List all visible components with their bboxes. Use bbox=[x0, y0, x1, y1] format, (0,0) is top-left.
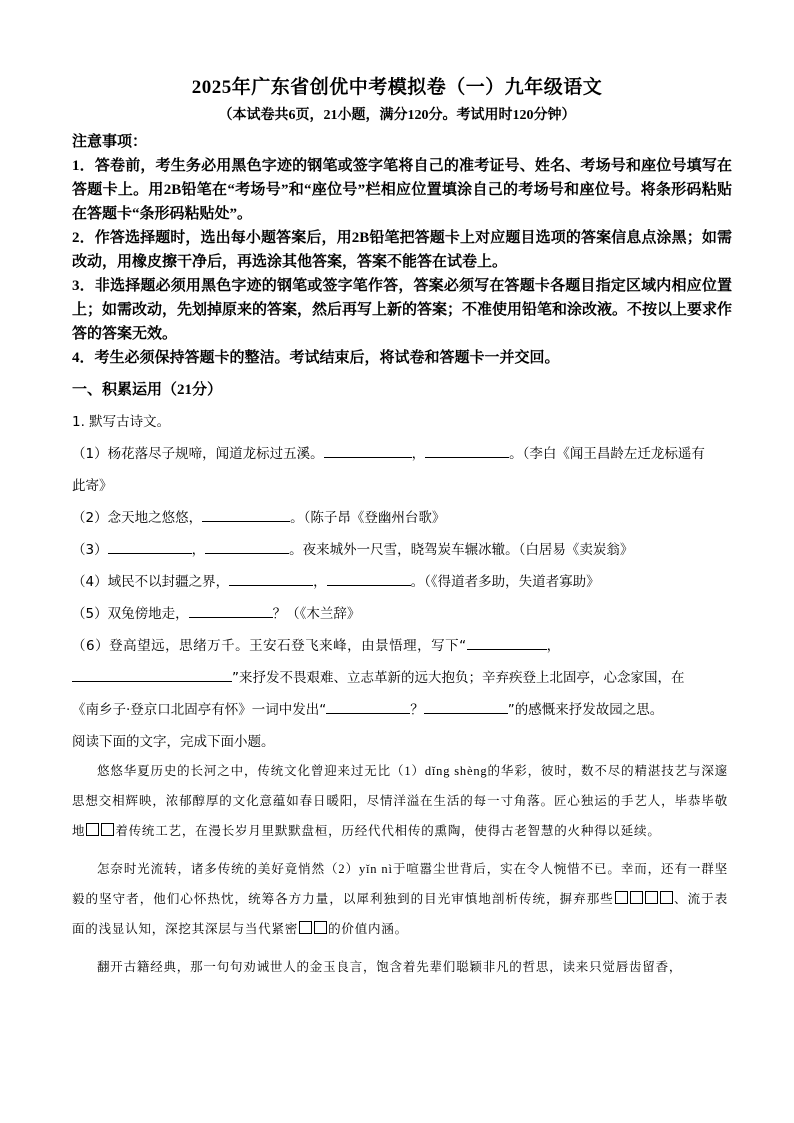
question-1-item-3 bbox=[72, 534, 728, 566]
answer-blank bbox=[108, 539, 192, 554]
missing-char-box bbox=[314, 921, 327, 934]
notice-item-2: 2．作答选择题时，选出每小题答案后，用2B铅笔把答题卡上对应题目选项的答案信息点涂黑；如需改动，用橡皮擦干净后，再选涂其他答案，答案不能答在试卷上。 bbox=[72, 230, 732, 270]
item-2-text: （2）念天地之悠悠， bbox=[72, 510, 203, 526]
item-6-sep: ， bbox=[546, 638, 561, 654]
notice-heading: 注意事项： bbox=[72, 134, 148, 150]
answer-blank bbox=[189, 603, 273, 618]
paragraph-2-text-3: 的价值内涵。 bbox=[328, 922, 408, 936]
missing-char-box bbox=[86, 823, 99, 836]
item-6-text-4: ”的感慨来抒发故园之思。 bbox=[507, 702, 664, 718]
item-6-text-2: ”来抒发不畏艰难、立志革新的远大抱负；辛弃疾登上北固亭，心念家国，在 bbox=[232, 670, 685, 686]
answer-blank bbox=[72, 667, 232, 682]
paragraph-1-text-2: 着传统工艺，在漫长岁月里默默盘桓，历经代代相传的熏陶，使得古老智慧的火种得以延续。 bbox=[115, 824, 661, 838]
answer-blank bbox=[327, 571, 411, 586]
item-1-text: （1）杨花落尽子规啼，闻道龙标过五溪。 bbox=[72, 446, 324, 462]
notice-block bbox=[72, 130, 732, 370]
item-3-sep: ， bbox=[191, 542, 206, 558]
question-1-item-1 bbox=[72, 438, 728, 470]
question-1-item-5 bbox=[72, 598, 728, 630]
answer-blank bbox=[467, 635, 547, 650]
paragraph-2-text: 怎奈时光流转，诸多传统的美好竟悄然（2）yǐn nì于喧嚣尘世背后，实在令人惋惜不已。幸而，还有一群坚毅的坚守者，他们心怀热忱，统筹各方力量，以犀利独到的目光审慎地剖析传统，摒弃那些 bbox=[72, 862, 728, 906]
reading-intro: 阅读下面的文字，完成下面小题。 bbox=[72, 734, 275, 750]
missing-char-box bbox=[299, 921, 312, 934]
answer-blank bbox=[424, 699, 508, 714]
answer-blank bbox=[202, 507, 290, 522]
item-4-text: （4）域民不以封疆之界， bbox=[72, 574, 230, 590]
question-1 bbox=[72, 406, 728, 758]
passage-paragraph-2 bbox=[72, 854, 728, 944]
item-5-source: ？（《木兰辞》 bbox=[272, 606, 361, 622]
item-1-source: 。（李白《闻王昌龄左迁龙标遥有 bbox=[509, 446, 705, 462]
item-3-label: （3） bbox=[72, 542, 108, 558]
question-1-item-6-cont-2 bbox=[72, 694, 728, 726]
paragraph-1-text: 悠悠华夏历史的长河之中，传统文化曾迎来过无比（1）dǐng shèng的华彩，彼时，数不尽的精湛技艺与深邃思想交相辉映，浓郁醇厚的文化意蕴如春日暖阳，尽情洋溢在生活的每一寸角落。匠心独运的手艺人，毕恭毕敬地 bbox=[72, 764, 728, 838]
item-5-text: （5）双兔傍地走， bbox=[72, 606, 189, 622]
notice-item-3: 3．非选择题必须用黑色字迹的钢笔或签字笔作答，答案必须写在答题卡各题目指定区域内相应位置上；如需改动，先划掉原来的答案，然后再写上新的答案；不准使用铅笔和涂改液。不按以上要求作答的答案无效。 bbox=[72, 278, 733, 342]
question-1-item-4 bbox=[72, 566, 728, 598]
item-3-text: 。夜来城外一尺雪，晓驾炭车辗冰辙。（白居易《卖炭翁》 bbox=[289, 542, 634, 558]
passage-paragraph-3: 翻开古籍经典，那一句句劝诫世人的金玉良言，饱含着先辈们聪颖非凡的哲思，读来只觉唇齿留香， bbox=[97, 960, 683, 974]
missing-char-box bbox=[101, 823, 114, 836]
item-6-text: （6）登高望远，思绪万千。王安石登飞来峰，由景悟理，写下“ bbox=[72, 638, 467, 654]
item-6-text-3: 《南乡子·登京口北固亭有怀》一词中发出“ bbox=[72, 702, 327, 718]
item-4-source: 。（《得道者多助，失道者寡助》 bbox=[410, 574, 600, 590]
missing-char-box bbox=[630, 891, 643, 904]
missing-char-box bbox=[660, 891, 673, 904]
question-1-item-6 bbox=[72, 630, 728, 662]
notice-item-1: 1．答卷前，考生务必用黑色字迹的钢笔或签字笔将自己的准考证号、姓名、考场号和座位号填写在答题卡上。用2B铅笔在“考场号”和“座位号”栏相应位置填涂自己的考场号和座位号。将条形码粘贴在答题卡“条形码粘贴处”。 bbox=[72, 158, 732, 222]
answer-blank bbox=[324, 443, 412, 458]
question-1-item-2 bbox=[72, 502, 728, 534]
reading-passage bbox=[72, 756, 728, 990]
exam-title: 2025年广东省创优中考模拟卷（一）九年级语文 bbox=[191, 77, 603, 98]
answer-blank bbox=[425, 443, 509, 458]
item-6-sep-2: ？ bbox=[410, 702, 424, 718]
answer-blank bbox=[229, 571, 313, 586]
question-1-item-1-cont: 此寄》 bbox=[72, 478, 113, 494]
item-1-sep: ， bbox=[411, 446, 426, 462]
notice-item-4: 4．考生必须保持答题卡的整洁。考试结束后，将试卷和答题卡一并交回。 bbox=[72, 350, 560, 366]
answer-blank bbox=[205, 539, 289, 554]
answer-blank bbox=[326, 699, 410, 714]
question-1-stem: 1. 默写古诗文。 bbox=[72, 414, 171, 430]
missing-char-box bbox=[645, 891, 658, 904]
exam-subtitle: （本试卷共6页，21小题，满分120分。考试用时120分钟） bbox=[218, 108, 576, 123]
passage-paragraph-1 bbox=[72, 756, 728, 846]
section-heading: 一、积累运用（21分） bbox=[72, 382, 223, 398]
paragraph-2-text-2: 、流于表面的浅显认知，深挖其深层与当代紧密 bbox=[72, 892, 728, 936]
item-4-sep: ， bbox=[313, 574, 327, 590]
question-1-item-6-cont bbox=[72, 662, 728, 694]
item-2-source: 。（陈子昂《登幽州台歌》 bbox=[290, 510, 446, 526]
missing-char-box bbox=[615, 891, 628, 904]
